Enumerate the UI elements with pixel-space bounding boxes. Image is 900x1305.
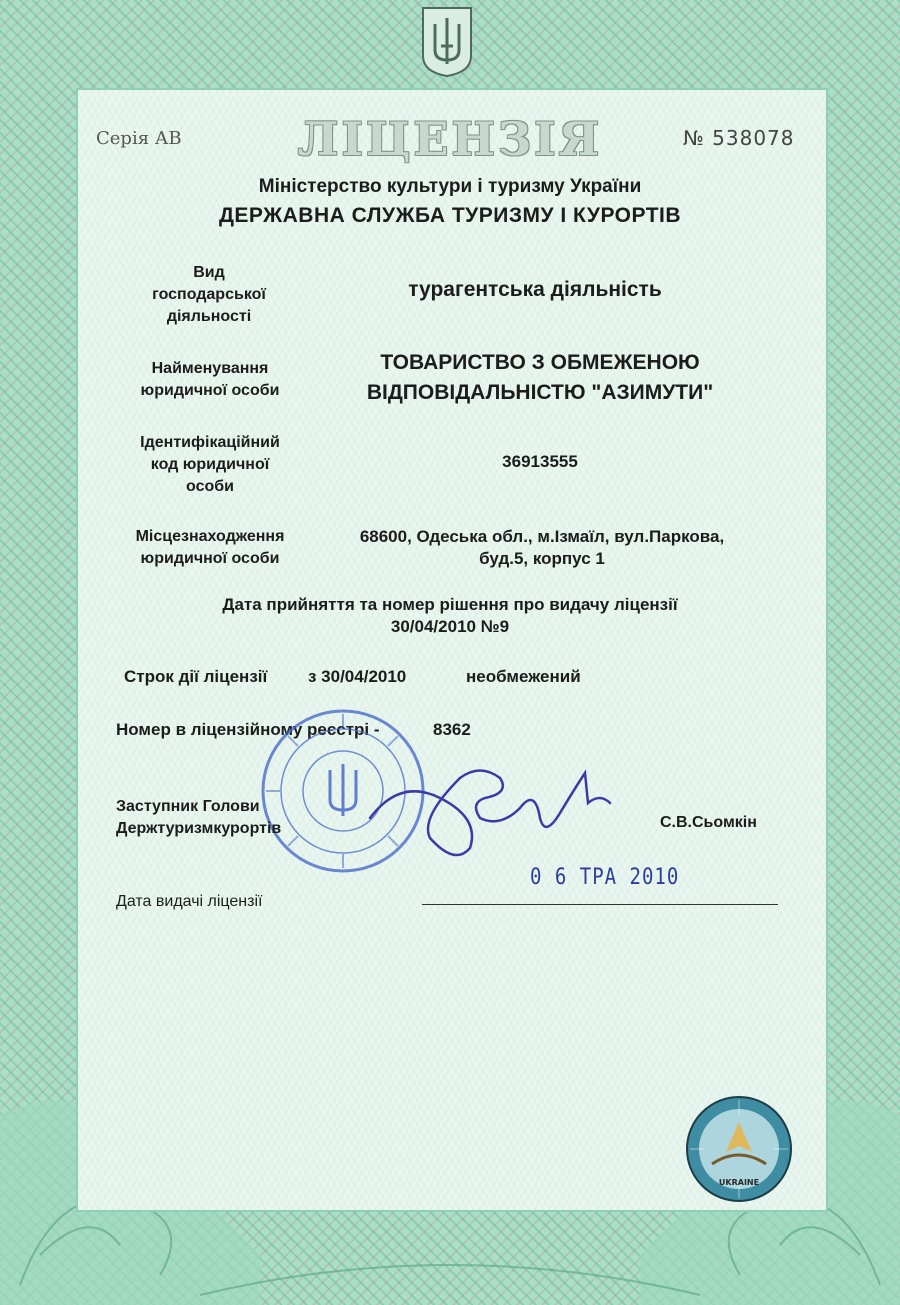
name-value-line: ВІДПОВІДАЛЬНІСТЮ "АЗИМУТИ" xyxy=(366,381,714,404)
security-hologram-icon xyxy=(684,1094,794,1204)
signatory-position-line: Заступник Голови xyxy=(116,798,260,815)
name-value xyxy=(300,348,780,408)
activity-label-line: господарської xyxy=(152,286,266,303)
registry-label: Номер в ліцензійному реєстрі - xyxy=(116,720,380,739)
address-label-line: юридичної особи xyxy=(140,550,280,567)
decision-block xyxy=(120,594,780,638)
code-value: 36913555 xyxy=(502,452,578,471)
trident-coat-of-arms-icon xyxy=(421,6,473,78)
address-value-line: 68600, Одеська обл., м.Ізмаїл, вул.Паркова, xyxy=(359,527,725,546)
issue-date-label: Дата видачі ліцензії xyxy=(116,893,263,910)
license-number: № 538078 xyxy=(683,126,795,150)
handwritten-signature-icon xyxy=(360,758,620,868)
code-label-line: Ідентифікаційний xyxy=(140,434,280,451)
activity-value: турагентська діяльність xyxy=(408,278,662,301)
name-label xyxy=(100,358,320,402)
decision-label: Дата прийняття та номер рішення про видачу ліцензії xyxy=(222,595,678,614)
activity-label-line: діяльності xyxy=(166,308,252,325)
signatory-position-line: Держтуризмкурортів xyxy=(116,820,282,837)
series-label: Серія АВ xyxy=(96,128,182,149)
code-label xyxy=(100,432,320,498)
issue-date-line xyxy=(422,904,778,905)
decision-value: 30/04/2010 №9 xyxy=(390,617,510,636)
issue-date-stamp: 0 6 ТРА 2010 xyxy=(530,864,680,890)
activity-label-line: Вид xyxy=(193,264,225,281)
hologram-text: UKRAINE xyxy=(718,1178,760,1187)
address-label xyxy=(100,526,320,570)
signatory-position xyxy=(116,796,281,840)
address-value xyxy=(312,526,772,570)
signatory-name: С.В.Сьомкін xyxy=(660,814,757,831)
name-label-line: Найменування xyxy=(151,360,269,377)
document-title: ЛІЦЕНЗІЯ xyxy=(297,112,603,166)
address-value-line: буд.5, корпус 1 xyxy=(479,549,605,568)
code-label-line: особи xyxy=(186,478,234,495)
address-label-line: Місцезнаходження xyxy=(135,528,285,545)
service-name: ДЕРЖАВНА СЛУЖБА ТУРИЗМУ І КУРОРТІВ xyxy=(218,204,682,227)
name-label-line: юридичної особи xyxy=(140,382,280,399)
validity-term: необмежений xyxy=(466,667,581,686)
registry-value: 8362 xyxy=(433,720,471,739)
ministry-name: Міністерство культури і туризму України xyxy=(258,176,642,197)
validity-from: з 30/04/2010 xyxy=(308,667,407,686)
code-label-line: код юридичної xyxy=(150,456,270,473)
validity-label: Строк дії ліцензії xyxy=(124,667,268,686)
name-value-line: ТОВАРИСТВО З ОБМЕЖЕНОЮ xyxy=(380,351,700,374)
document-body xyxy=(76,88,828,1212)
activity-label xyxy=(104,262,314,328)
